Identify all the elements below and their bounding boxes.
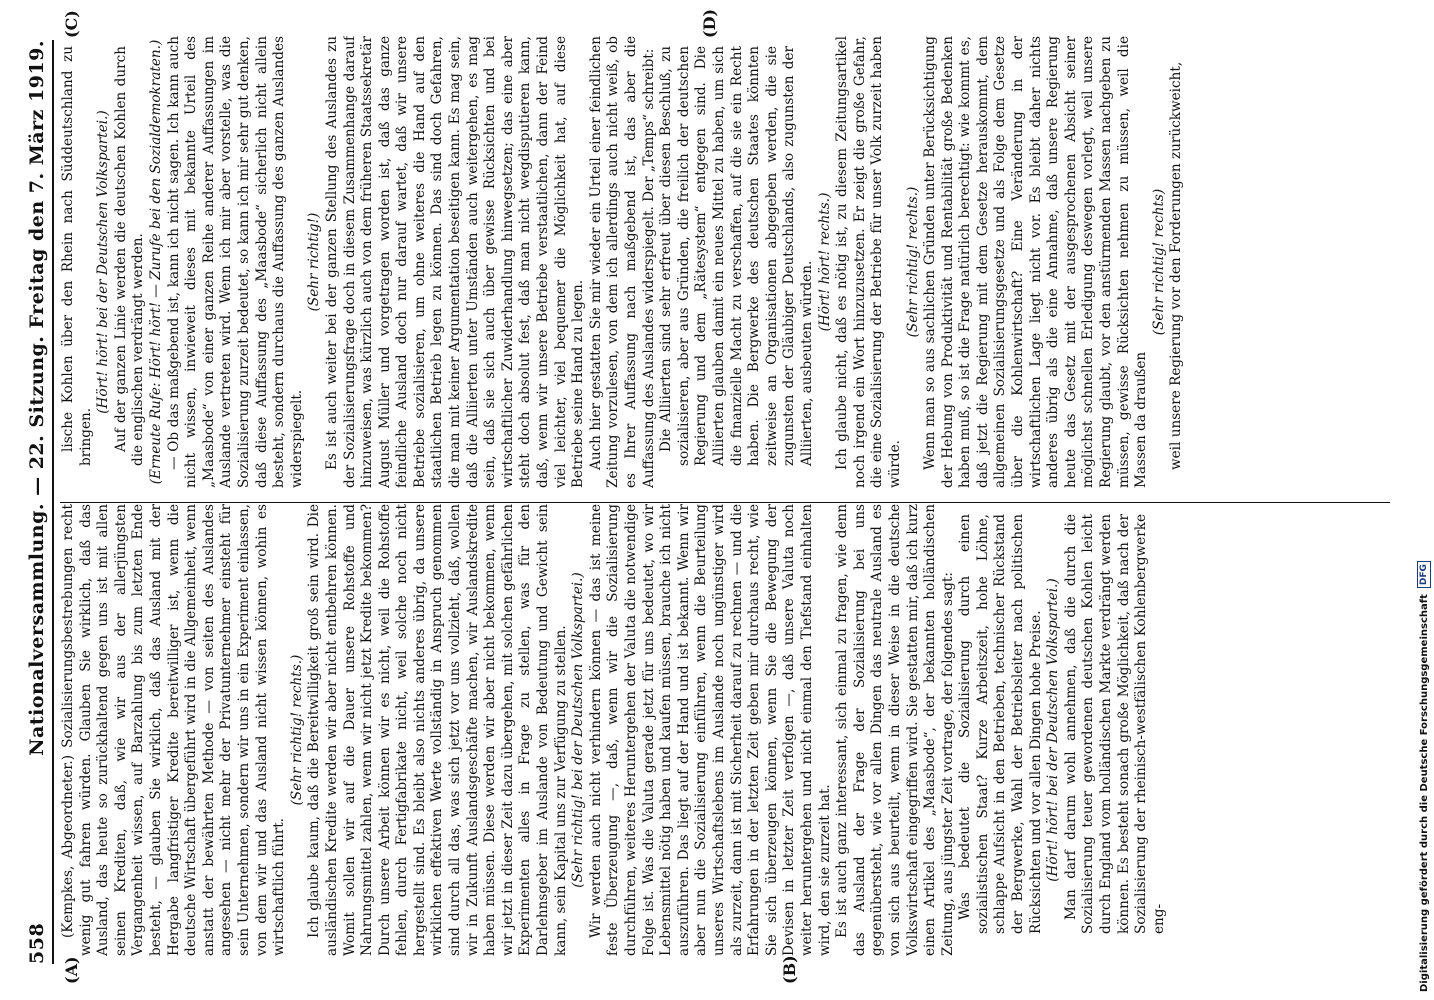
margin-marker-c: (C) — [62, 10, 81, 38]
paragraph: Auch hier gestatten Sie mir wieder ein Urteil einer feindlichen Zeitung vorzulesen, von dem ich allerdings auch nicht weiß, ob es Ihrer Auffassung nach maßgebend ist, das aber die Auffassung des Auslandes widerspiegelt. Der „Temps“ schreibt: — [587, 36, 657, 488]
paragraph: — Ob das maßgebend ist, kann ich nicht sagen. Ich kann auch nicht wissen, inwieweit dieses mit bekannte Urteil des „Maasbode“ von einer ganzen Reihe anderer Auffassungen im Auslande vertreten wird. Wenn ich mir aber vorstelle, was die Sozialisierung zurzeit bedeutet, so kann ich mir sehr gut denken, daß diese Auffassung des „Maasbode“ sicherlich nicht allein besteht, sondern durchaus die Auffassung des ganzen Auslandes widerspiegelt. — [165, 36, 305, 488]
margin-marker-b: (B) — [780, 955, 799, 984]
quotation-paragraph: lische Kohlen über den Rhein nach Süddeutschland zu bringen. — [60, 46, 94, 466]
interjection: (Hört! hört! bei der Deutschen Volkspartei.) — [1045, 578, 1062, 882]
header-rule — [52, 40, 54, 964]
interjection: (Sehr richtig! bei der Deutschen Volkspartei.) — [570, 572, 587, 888]
quotation-paragraph: Die Alliierten sind sehr erfreut über diesen Beschluß, zu sozialisieren, aber aus Gründen, die freilich der deutschen Regierung und dem „Rätesystem“ entgegen sind. Die Alliierten glauben damit ein neues Mittel zu haben, um sich die finanzielle Macht zu verschaffen, auf die sie ein Recht haben. Die Bergwerke des deutschen Staates könnten zeitweise an Organisationen abgegeben werden, die sie zugunsten der Gläubiger Deutschlands, also zugunsten der Alliierten, ausbeuten würden. — [658, 46, 815, 466]
interjection: (Hört! hört! rechts.) — [816, 192, 833, 332]
page-number: 558 — [26, 922, 48, 964]
margin-marker-a: (A) — [62, 956, 81, 984]
interjection: (Sehr richtig! rechts.) — [904, 186, 921, 338]
right-text-column — [60, 36, 1390, 488]
quotation-paragraph: Man darf darum wohl annehmen, daß die durch die Sozialisierung teuer gewordenen deutschen Kohlen leicht durch England vom holländischen Markte verdrängt werden können. Es besteht sonach große Möglichkeit, daß nach der Sozialisierung der rheinisch-westfälischen Kohlenbergwerke eng- — [1062, 514, 1167, 934]
column-divider — [60, 502, 1390, 503]
paragraph: Wenn man so aus sachlichen Gründen unter Berücksichtigung der Hebung von Produktivität und Rentabilität große Bedenken haben muß, so ist die Frage natürlich berechtigt: wie kommt es, daß jetzt die Regierung mit dem Gesetze herauskommt, dem allgemeinen Sozialisierungsgesetze und als Folge dem Gesetze über die Kohlenwirtschaft? Eine Veränderung in der wirtschaftlichen Lage liegt nicht vor. Es bleibt daher nichts anderes übrig als die eine Annahme, daß unsere Regierung heute das Gesetz mit der ausgesprochenen Absicht seiner möglichst schnellen Erledigung deswegen vorlegt, weil unsere Regierung glaubt, vor den anstürmenden Massen nachgeben zu müssen, gewisse Rücksichten nehmen zu müssen, weil die Massen da draußen — [922, 36, 1150, 488]
margin-marker-d: (D) — [700, 8, 719, 38]
left-text-column — [60, 504, 1390, 956]
dfg-logo: DFG — [1417, 561, 1431, 588]
paragraph: Ich glaube nicht, daß es nötig ist, zu diesem Zeitungsartikel noch irgend ein Wort hinzuzusetzen. Er zeigt die große Gefahr, die eine Sozialisierung der Betriebe für unser Volk zurzeit haben würde. — [834, 36, 903, 488]
paragraph: Es ist auch ganz interessant, sich einmal zu fragen, wie denn das Ausland der Frage der Sozialisierung bei uns gegenübersteht, wie vor allen Dingen das neutrale Ausland es von sich aus beurteilt, wenn in dieser Weise in die deutsche Volkswirtschaft eingegriffen wird. Sie gestatten mir, daß ich kurz einen Artikel des „Maasbode“, der bekannten holländischen Zeitung, aus jüngster Zeit vortrage, der folgendes sagt: — [834, 504, 956, 956]
running-title: Nationalversammlung. — 22. Sitzung. Freitag den 7. März 1919. — [26, 40, 48, 756]
footer-credit: Digitalisierung gefördert durch die Deutsche Forschungsgemeinschaft — [1418, 594, 1430, 992]
interjection: (Sehr richtig! rechts.) — [288, 654, 305, 806]
quotation-paragraph: Was bedeutet die Sozialisierung durch einen sozialistischen Staat? Kurze Arbeitszeit, hohe Löhne, schlappe Aufsicht in den Betrieben, technischer Rückstand der Bergwerke, Wahl der Betriebsleiter nach politischen Rücksichten und vor allen Dingen hohe Preise. — [957, 514, 1044, 934]
interjection: (Erneute Rufe: Hört! hört! — Zurufe bei den Sozialdemokraten.) — [147, 39, 164, 485]
interjection: (Sehr richtig!) — [306, 212, 323, 312]
paragraph: Wir werden auch nicht verhindern können — das ist meine feste Überzeugung —, daß, wenn wir die Sozialisierung durchführen, weiteres Heruntergehen der Valuta die notwendige Folge ist. Was die Valuta gerade jetzt für uns bedeutet, wo wir Lebensmittel nötig haben und kaufen müssen, brauche ich nicht auszuführen. Das liegt auf der Hand und ist bekannt. Wenn wir aber nun die Sozialisierung einführen, wenn die Beurteilung unseres Wirtschaftslebens im Auslande noch ungünstiger wird als zurzeit, dann ist mit Sicherheit darauf zu rechnen — und die Erfahrungen in der letzten Zeit geben mir durchaus recht, wie Sie sich überzeugen können, wenn Sie die Bewegung der Devisen in letzter Zeit verfolgen —, daß unsere Valuta noch weiter heruntergehen und nicht einmal den Tiefstand einhalten wird, den sie zurzeit hat. — [587, 504, 833, 956]
page-header — [22, 40, 52, 964]
page-footer — [1414, 0, 1434, 1000]
interjection: (Hört! hört! bei der Deutschen Volkspartei.) — [95, 110, 112, 414]
quotation-paragraph: Auf der ganzen Linie werden die deutschen Kohlen durch die englischen verdrängt werden. — [112, 46, 147, 466]
interjection: (Sehr richtig! rechts) — [1150, 188, 1167, 336]
paragraph: Es ist auch weiter bei der ganzen Stellung des Auslandes zu der Sozialisierungsfrage doch in diesem Zusammenhange darauf hinzuweisen, was kürzlich auch von dem früheren Staatssekretär August Müller und vorgetragen worden ist, daß das ganze feindliche Ausland doch nur darauf wartet, daß wir unsere Betriebe sozialisieren, um ohne weiteres die Hand auf den staatlichen Betrieb legen zu können. Das sind doch Gefahren, die man mit keiner Argumentation beseitigen kann. Es mag sein, daß die Alliierten unter Umständen auch weitergehen, es mag sein, daß sie sich auch über gewisse Rücksichten und bei wirtschaftlicher Zuwiderhandlung hinwegsetzen; das eine aber steht doch absolut fest, daß man nicht wegdisputieren kann, daß, wenn wir unsere Betriebe verstaatlichen, dann der Feind viel leichter, viel bequemer die Möglichkeit hat, auf diese Betriebe seine Hand zu legen. — [323, 36, 587, 488]
paragraph: (Kempkes, Abgeordneter.) Sozialisierungsbestrebungen recht wenig gut fahren würden. Glauben Sie wirklich, daß das Ausland, das heute so zurückhaltend gegen uns ist mit allen seinen Krediten, daß, wie wir aus der allerjüngsten Vergangenheit wissen, auf Barzahlung bis zum letzten Ende besteht, — glauben Sie wirklich, daß das Ausland mit der Hergabe langfristiger Kredite bereitwilliger ist, wenn die deutsche Wirtschaft übergeführt wird in die Allgemeinheit, wenn anstatt der bewährten Methode — von seiten des Auslandes angesehen — nicht mehr der Privatunternehmer einsteht für sein Unternehmen, sondern wir uns in ein Experiment einlassen, von dem wir und das Ausland nicht wissen können, wohin es wirtschaftlich führt. — [60, 504, 288, 956]
paragraph: weil unsere Regierung vor den Forderungen zurückweicht, — [1168, 61, 1185, 470]
paragraph: Ich glaube kaum, daß die Bereitwilligkeit groß sein wird. Die ausländischen Kredite werden wir aber nicht entbehren können. Womit sollen wir auf die Dauer unsere Rohstoffe und Nahrungsmittel zahlen, wenn wir nicht jetzt Kredite bekommen? Durch unsere Arbeit können wir es nicht, weil die Rohstoffe fehlen, durch Fertigfabrikate nicht, weil solche noch nicht hergestellt sind. Es bleibt also nichts anderes übrig, da unsere wirklichen effektiven Werte vollständig in Anspruch genommen sind durch all das, was sich jetzt vor uns vollzieht, daß, wollen wir in Zukunft Auslandsgeschäfte machen, wir Auslandskredite haben müssen. Diese werden wir aber nicht bekommen, wenn wir jetzt in dieser Zeit dazu übergehen, mit solchen gefährlichen Experimenten alles in Frage zu stellen, was für den Darlehnsgeber im Auslande von Bedeutung und Gewicht sein kann, sein Kapital uns zur Verfügung zu stellen. — [306, 504, 569, 956]
